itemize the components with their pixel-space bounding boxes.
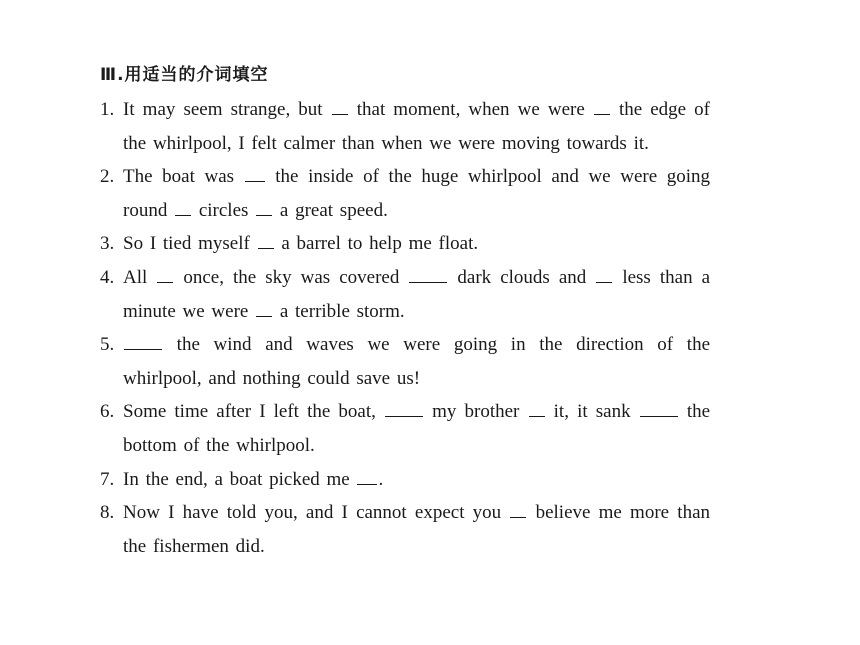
answer-blank[interactable]	[594, 97, 610, 115]
text-segment: my brother	[432, 401, 520, 423]
answer-blank[interactable]	[245, 164, 265, 182]
question-text	[123, 328, 710, 395]
question-number: 7.	[100, 468, 115, 490]
text-segment: that moment, when we were	[356, 99, 585, 120]
answer-blank[interactable]	[357, 466, 377, 484]
text-segment: the inside of the huge whirlpool and we were going round	[123, 166, 711, 221]
exercise-sheet	[100, 60, 710, 563]
question-7	[100, 463, 710, 497]
question-number: 2.	[100, 166, 115, 188]
question-text	[123, 227, 710, 261]
text-segment: it, it sank	[553, 401, 631, 423]
question-text	[123, 395, 710, 462]
answer-blank[interactable]	[332, 97, 348, 115]
question-text	[123, 93, 710, 160]
text-segment: less than a minute we were	[123, 266, 711, 322]
text-segment: the wind and waves we were going in the direction of the whirlpool, and nothing could save us!	[123, 334, 710, 389]
question-1	[100, 93, 710, 160]
answer-blank[interactable]	[640, 399, 678, 417]
text-segment: the edge of the whirlpool, I felt calmer than when we were moving towards it.	[123, 99, 710, 154]
text-segment: dark clouds and	[457, 266, 587, 288]
question-text	[123, 463, 710, 497]
question-text	[123, 496, 710, 563]
text-segment: In the end, a boat picked me	[123, 468, 350, 490]
text-segment: the bottom of the whirlpool.	[123, 401, 711, 456]
question-2	[100, 160, 710, 227]
answer-blank[interactable]	[175, 198, 191, 216]
question-5	[100, 328, 710, 395]
question-number: 4.	[100, 266, 115, 288]
text-segment: circles	[198, 199, 249, 221]
text-segment: a barrel to help me float.	[281, 233, 479, 255]
question-number: 8.	[100, 502, 115, 524]
answer-blank[interactable]	[529, 399, 545, 417]
text-segment: once, the sky was covered	[183, 266, 400, 288]
question-6	[100, 395, 710, 462]
text-segment: It may seem strange, but	[123, 99, 323, 120]
answer-blank[interactable]	[256, 198, 272, 216]
question-number: 6.	[100, 401, 115, 423]
question-number: 3.	[100, 233, 115, 255]
answer-blank[interactable]	[409, 265, 447, 283]
answer-blank[interactable]	[258, 231, 274, 249]
answer-blank[interactable]	[510, 500, 526, 518]
answer-blank[interactable]	[157, 265, 173, 283]
answer-blank[interactable]	[596, 265, 612, 283]
answer-blank[interactable]	[385, 399, 423, 417]
answer-blank[interactable]	[124, 332, 162, 350]
section-heading: Ⅲ.用适当的介词填空	[100, 65, 269, 85]
question-text	[123, 160, 710, 227]
question-text	[123, 261, 710, 328]
text-segment: Some time after I left the boat,	[123, 401, 376, 423]
text-segment: a great speed.	[279, 199, 388, 221]
question-3	[100, 227, 710, 261]
text-segment: All	[123, 266, 148, 288]
question-8	[100, 496, 710, 563]
text-segment: .	[378, 468, 384, 490]
question-number: 5.	[100, 334, 115, 356]
text-segment: believe me more than the fishermen did.	[123, 502, 710, 557]
text-segment: a terrible storm.	[279, 300, 405, 322]
question-number: 1.	[100, 99, 115, 120]
question-4	[100, 261, 710, 328]
text-segment: So I tied myself	[123, 233, 250, 255]
answer-blank[interactable]	[256, 298, 272, 316]
text-segment: Now I have told you, and I cannot expect you	[123, 502, 502, 524]
text-segment: The boat was	[123, 166, 235, 188]
